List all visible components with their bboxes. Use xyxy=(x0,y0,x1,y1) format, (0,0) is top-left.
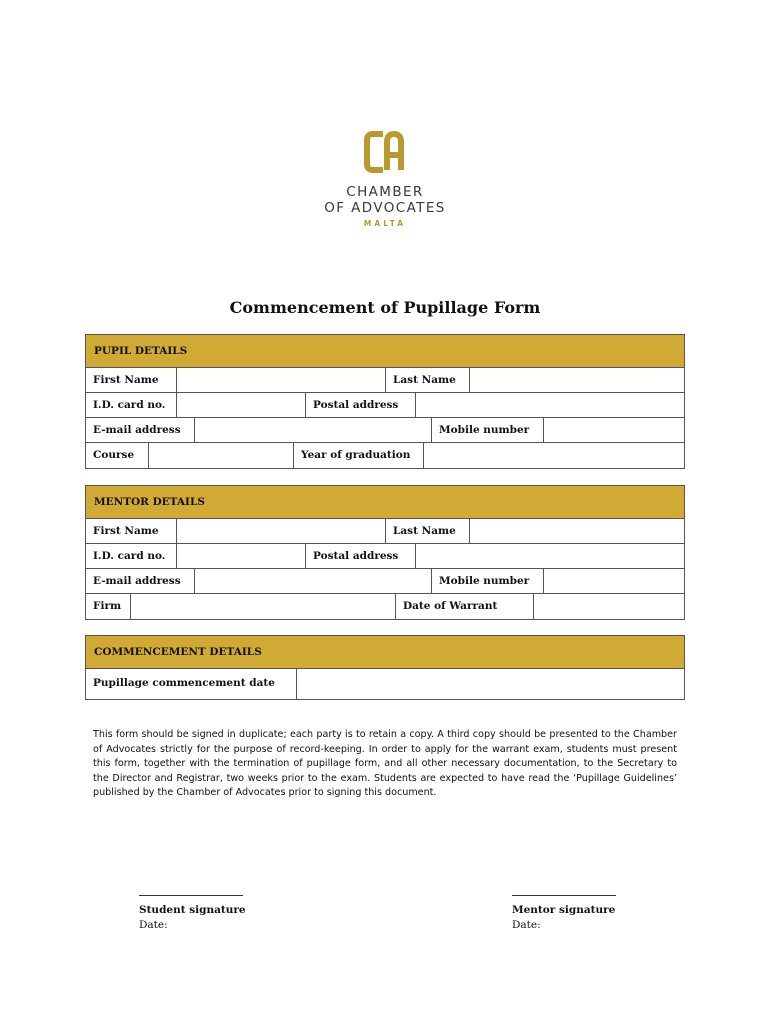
commencement-details-section xyxy=(85,635,685,700)
last-name-label: Last Name xyxy=(393,525,456,537)
mobile-label: Mobile number xyxy=(439,424,530,436)
mentor-last-name-field[interactable] xyxy=(469,519,684,543)
logo-line-3: MALTA xyxy=(363,219,407,228)
mentor-first-name-field[interactable] xyxy=(176,519,386,543)
pupil-year-graduation-field[interactable] xyxy=(423,443,684,468)
email-label: E-mail address xyxy=(93,575,181,587)
date-warrant-label: Date of Warrant xyxy=(403,600,498,612)
mentor-signature-block xyxy=(512,895,616,933)
mobile-label: Mobile number xyxy=(439,575,530,587)
student-signature-block xyxy=(139,895,246,933)
mentor-date-warrant-field[interactable] xyxy=(533,594,684,619)
chamber-logo xyxy=(0,128,770,228)
year-graduation-label: Year of graduation xyxy=(301,449,411,461)
student-signature-line[interactable] xyxy=(139,895,243,897)
instructions-paragraph: This form should be signed in duplicate; each party is to retain a copy. A third copy should be presented to the Chamber of Advocates strictly for the purpose of record-keeping. In order to apply for the warrant exam, students must present this form, together with the termination of pupillage form, and all other necessary documentation, to the Secretary to the Director and Registrar, two weeks prior to the exam. Students are expected to have read the ‘Pupillage Guidelines’ published by the Chamber of Advocates prior to signing this document. xyxy=(93,729,677,798)
table-row xyxy=(86,594,684,619)
first-name-label: First Name xyxy=(93,525,159,537)
pupil-postal-address-field[interactable] xyxy=(415,393,684,417)
pupil-course-field[interactable] xyxy=(148,443,294,468)
commencement-date-field[interactable] xyxy=(296,669,684,699)
commencement-date-label: Pupillage commencement date xyxy=(93,677,275,689)
table-row xyxy=(86,519,684,544)
table-row xyxy=(86,418,684,443)
first-name-label: First Name xyxy=(93,374,159,386)
pupil-id-card-field[interactable] xyxy=(176,393,306,417)
section-heading: COMMENCEMENT DETAILS xyxy=(86,636,684,669)
last-name-label: Last Name xyxy=(393,374,456,386)
student-signature-label: Student signature xyxy=(139,904,246,916)
ca-monogram-icon xyxy=(363,128,407,176)
pupil-first-name-field[interactable] xyxy=(176,368,386,392)
logo-line-2: OF ADVOCATES xyxy=(324,200,446,216)
form-title: Commencement of Pupillage Form xyxy=(229,298,541,317)
table-row xyxy=(86,368,684,393)
firm-label: Firm xyxy=(93,600,122,612)
email-label: E-mail address xyxy=(93,424,181,436)
mentor-signature-line[interactable] xyxy=(512,895,616,897)
pupil-details-section xyxy=(85,334,685,469)
table-row xyxy=(86,569,684,594)
table-row xyxy=(86,544,684,569)
mentor-details-section xyxy=(85,485,685,620)
id-card-label: I.D. card no. xyxy=(93,550,166,562)
pupil-last-name-field[interactable] xyxy=(469,368,684,392)
mentor-email-field[interactable] xyxy=(194,569,432,593)
table-row xyxy=(86,443,684,468)
table-row xyxy=(86,669,684,699)
mentor-signature-label: Mentor signature xyxy=(512,904,616,916)
student-date-label: Date: xyxy=(139,919,168,931)
postal-address-label: Postal address xyxy=(313,399,399,411)
mentor-date-label: Date: xyxy=(512,919,541,931)
logo-line-1: CHAMBER xyxy=(346,184,424,200)
id-card-label: I.D. card no. xyxy=(93,399,166,411)
pupil-email-field[interactable] xyxy=(194,418,432,442)
table-row xyxy=(86,393,684,418)
section-heading: MENTOR DETAILS xyxy=(86,486,684,519)
section-heading: PUPIL DETAILS xyxy=(86,335,684,368)
mentor-mobile-field[interactable] xyxy=(543,569,684,593)
mentor-id-card-field[interactable] xyxy=(176,544,306,568)
mentor-postal-address-field[interactable] xyxy=(415,544,684,568)
postal-address-label: Postal address xyxy=(313,550,399,562)
pupil-mobile-field[interactable] xyxy=(543,418,684,442)
course-label: Course xyxy=(93,449,135,461)
mentor-firm-field[interactable] xyxy=(130,594,396,619)
